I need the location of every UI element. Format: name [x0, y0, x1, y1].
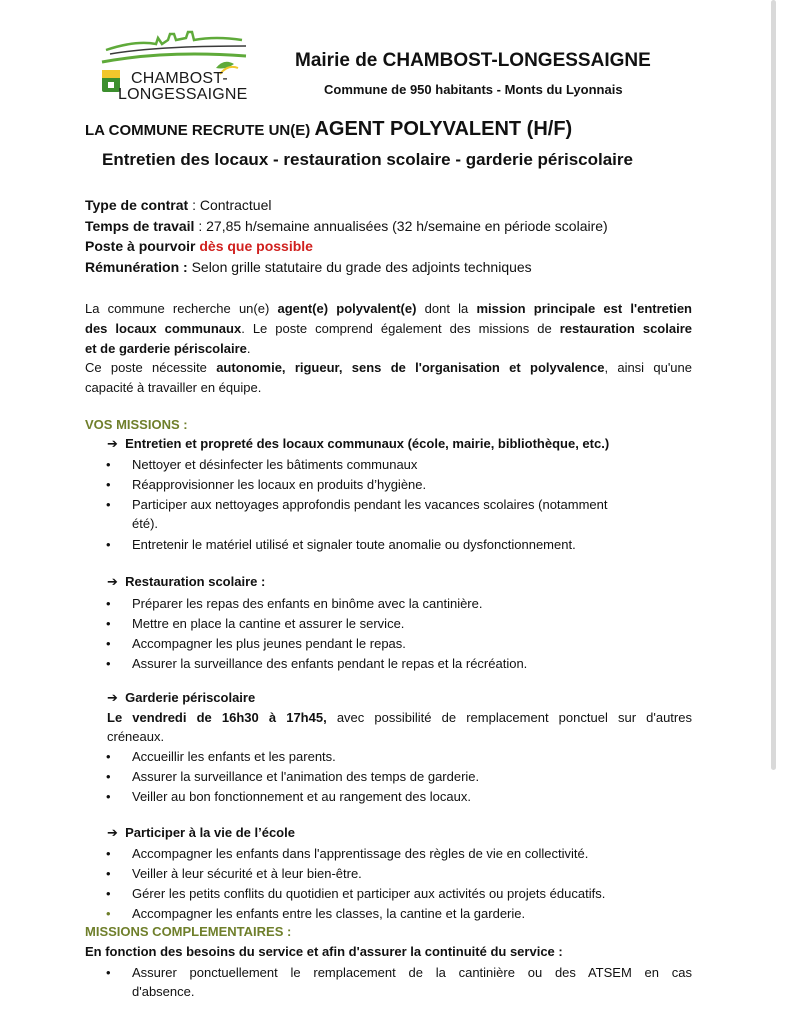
list-item: Préparer les repas des enfants en binôme avec la cantinière.	[132, 596, 483, 611]
mairie-title: Mairie de CHAMBOST-LONGESSAIGNE	[295, 50, 651, 71]
mission-garderie-title: ➔ Garderie périscolaire	[107, 690, 256, 705]
list-item: Entretenir le matériel utilisé et signaler toute anomalie ou dysfonctionnement.	[132, 537, 576, 552]
intro-line-5: capacité à travailler en équipe.	[85, 380, 262, 395]
intro-line-3: et de garderie périscolaire.	[85, 341, 251, 356]
logo-name-line1: CHAMBOST-	[131, 70, 228, 87]
list-item: Assurer la surveillance et l'animation des temps de garderie.	[132, 769, 480, 784]
intro-line-1: La commune recherche un(e) agent(e) polyvalent(e) dont la mission principale est l'entretien	[85, 301, 692, 316]
commune-subtitle: Commune de 950 habitants - Monts du Lyonnais	[324, 82, 623, 97]
list-item: Assurer la surveillance des enfants pendant le repas et la récréation.	[132, 656, 528, 671]
recruitment-heading	[85, 118, 572, 141]
post-availability: Poste à pourvoir dès que possible	[85, 238, 313, 254]
bullet-icon: •	[106, 616, 111, 631]
intro-line-4: Ce poste nécessite autonomie, rigueur, sens de l'organisation et polyvalence, ainsi qu'une	[85, 360, 692, 375]
contract-type: Type de contrat : Contractuel	[85, 197, 272, 213]
bullet-icon: •	[106, 537, 111, 552]
bullet-icon: •	[106, 457, 111, 472]
list-item: Gérer les petits conflits du quotidien et participer aux activités ou projets éducatifs.	[132, 886, 606, 901]
list-item: Nettoyer et désinfecter les bâtiments communaux	[132, 457, 418, 472]
list-item: Veiller au bon fonctionnement et au rangement des locaux.	[132, 789, 471, 804]
complementary-heading: MISSIONS COMPLEMENTAIRES :	[85, 924, 292, 939]
bullet-icon: •	[106, 477, 111, 492]
garderie-schedule: Le vendredi de 16h30 à 17h45, avec possibilité de remplacement ponctuel sur d'autres	[107, 710, 692, 725]
bullet-icon: •	[106, 906, 111, 921]
job-subtitle: Entretien des locaux - restauration scolaire - garderie périscolaire	[102, 150, 633, 169]
remuneration: Rémunération : Selon grille statutaire du grade des adjoints techniques	[85, 259, 532, 275]
scrollbar[interactable]	[771, 0, 776, 770]
arrow-icon: ➔	[107, 574, 118, 589]
bullet-icon: •	[106, 636, 111, 651]
list-item: Assurer ponctuellement le remplacement de la cantinière ou des ATSEM en cas	[132, 965, 692, 980]
bullet-icon: •	[106, 866, 111, 881]
list-item-continuation: d'absence.	[132, 984, 195, 999]
job-title: AGENT POLYVALENT (H/F)	[314, 118, 573, 140]
logo-name-line2: LONGESSAIGNE	[118, 86, 248, 103]
arrow-icon: ➔	[107, 436, 118, 451]
bullet-icon: •	[106, 769, 111, 784]
bullet-icon: •	[106, 749, 111, 764]
mission-entretien-title: ➔ Entretien et propreté des locaux communaux (école, mairie, bibliothèque, etc.)	[107, 436, 610, 451]
list-item-continuation: été).	[132, 516, 159, 531]
list-item: Participer aux nettoyages approfondis pendant les vacances scolaires (notamment	[132, 497, 608, 512]
arrow-icon: ➔	[107, 690, 118, 705]
intro-line-2: des locaux communaux. Le poste comprend également des missions de restauration scolaire	[85, 321, 692, 336]
bullet-icon: •	[106, 656, 111, 671]
bullet-icon: •	[106, 497, 111, 512]
list-item: Accompagner les enfants entre les classes, la cantine et la garderie.	[132, 906, 526, 921]
list-item: Mettre en place la cantine et assurer le service.	[132, 616, 405, 631]
complementary-intro: En fonction des besoins du service et afin d'assurer la continuité du service :	[85, 944, 563, 959]
mission-restauration-title: ➔ Restauration scolaire :	[107, 574, 266, 589]
missions-heading: VOS MISSIONS :	[85, 417, 188, 432]
recruitment-prefix: LA COMMUNE RECRUTE UN(E)	[85, 122, 315, 139]
bullet-icon: •	[106, 846, 111, 861]
list-item: Réapprovisionner les locaux en produits d’hygiène.	[132, 477, 427, 492]
bullet-icon: •	[106, 596, 111, 611]
arrow-icon: ➔	[107, 825, 118, 840]
list-item: Accompagner les plus jeunes pendant le repas.	[132, 636, 406, 651]
list-item: Veiller à leur sécurité et à leur bien-être.	[132, 866, 362, 881]
bullet-icon: •	[106, 886, 111, 901]
list-item: Accompagner les enfants dans l'apprentissage des règles de vie en collectivité.	[132, 846, 589, 861]
list-item: Accueillir les enfants et les parents.	[132, 749, 336, 764]
work-time: Temps de travail : 27,85 h/semaine annualisées (32 h/semaine en période scolaire)	[85, 218, 608, 234]
garderie-schedule-cont: créneaux.	[107, 729, 165, 744]
bullet-icon: •	[106, 965, 111, 980]
mission-ecole-title: ➔ Participer à la vie de l’école	[107, 825, 295, 840]
bullet-icon: •	[106, 789, 111, 804]
